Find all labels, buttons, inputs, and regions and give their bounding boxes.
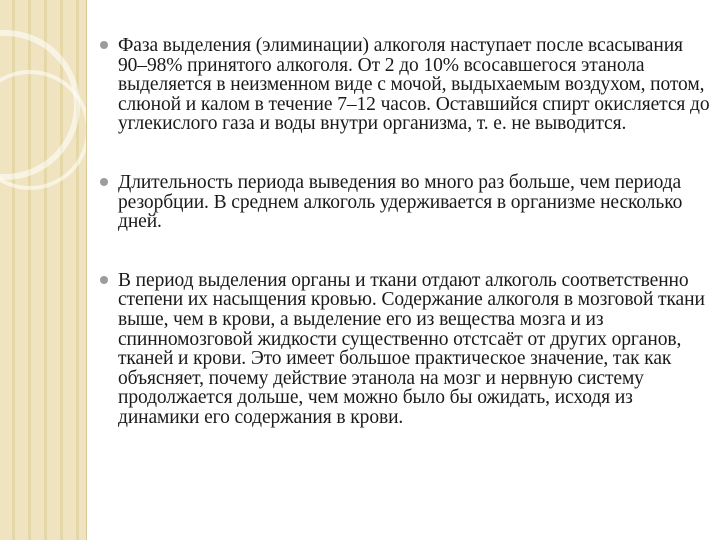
bullet-text: В период выделения органы и ткани отдают алкоголь соответственно степени их насыщения кровью. Содержание алкоголя в мозговой ткани выше, чем в крови, а выделение его из вещества мозга и из спинномозговой жидкости существенно отстсаёт от других органов, тканей и крови. Это имеет большое практическое значение, так как объясняет, почему действие этанола на мозг и нервную систему продолжается дольше, чем можно было бы ожидать, исходя из динамики его содержания в крови. — [118, 269, 705, 428]
decorative-side-panel — [0, 0, 86, 540]
bullet-item-elimination-phase — [96, 36, 710, 134]
panel-stripe — [76, 0, 79, 540]
bullet-item-organ-release — [96, 271, 710, 428]
bullet-dot-icon — [100, 178, 108, 186]
slide-content — [96, 36, 710, 428]
bullet-dot-icon — [100, 276, 108, 284]
decorative-circle — [0, 70, 86, 190]
panel-divider — [86, 0, 87, 540]
bullet-text: Длительность периода выведения во много раз больше, чем периода резорбции. В среднем алкоголь удерживается в организме несколько дней. — [118, 171, 683, 233]
bullet-dot-icon — [100, 41, 108, 49]
bullet-text: Фаза выделения (элиминации) алкоголя наступает после всасывания 90–98% принятого алкоголя. От 2 до 10% всосавшегося этанола выделяется в неизменном виде с мочой, выдыхаемым воздухом, потом, слюной и калом в течение 7–12 часов. Оставшийся спирт окисляется до углекислого газа и воды внутри организма, т. е. не выводится. — [118, 35, 710, 135]
bullet-item-excretion-duration — [96, 173, 710, 232]
